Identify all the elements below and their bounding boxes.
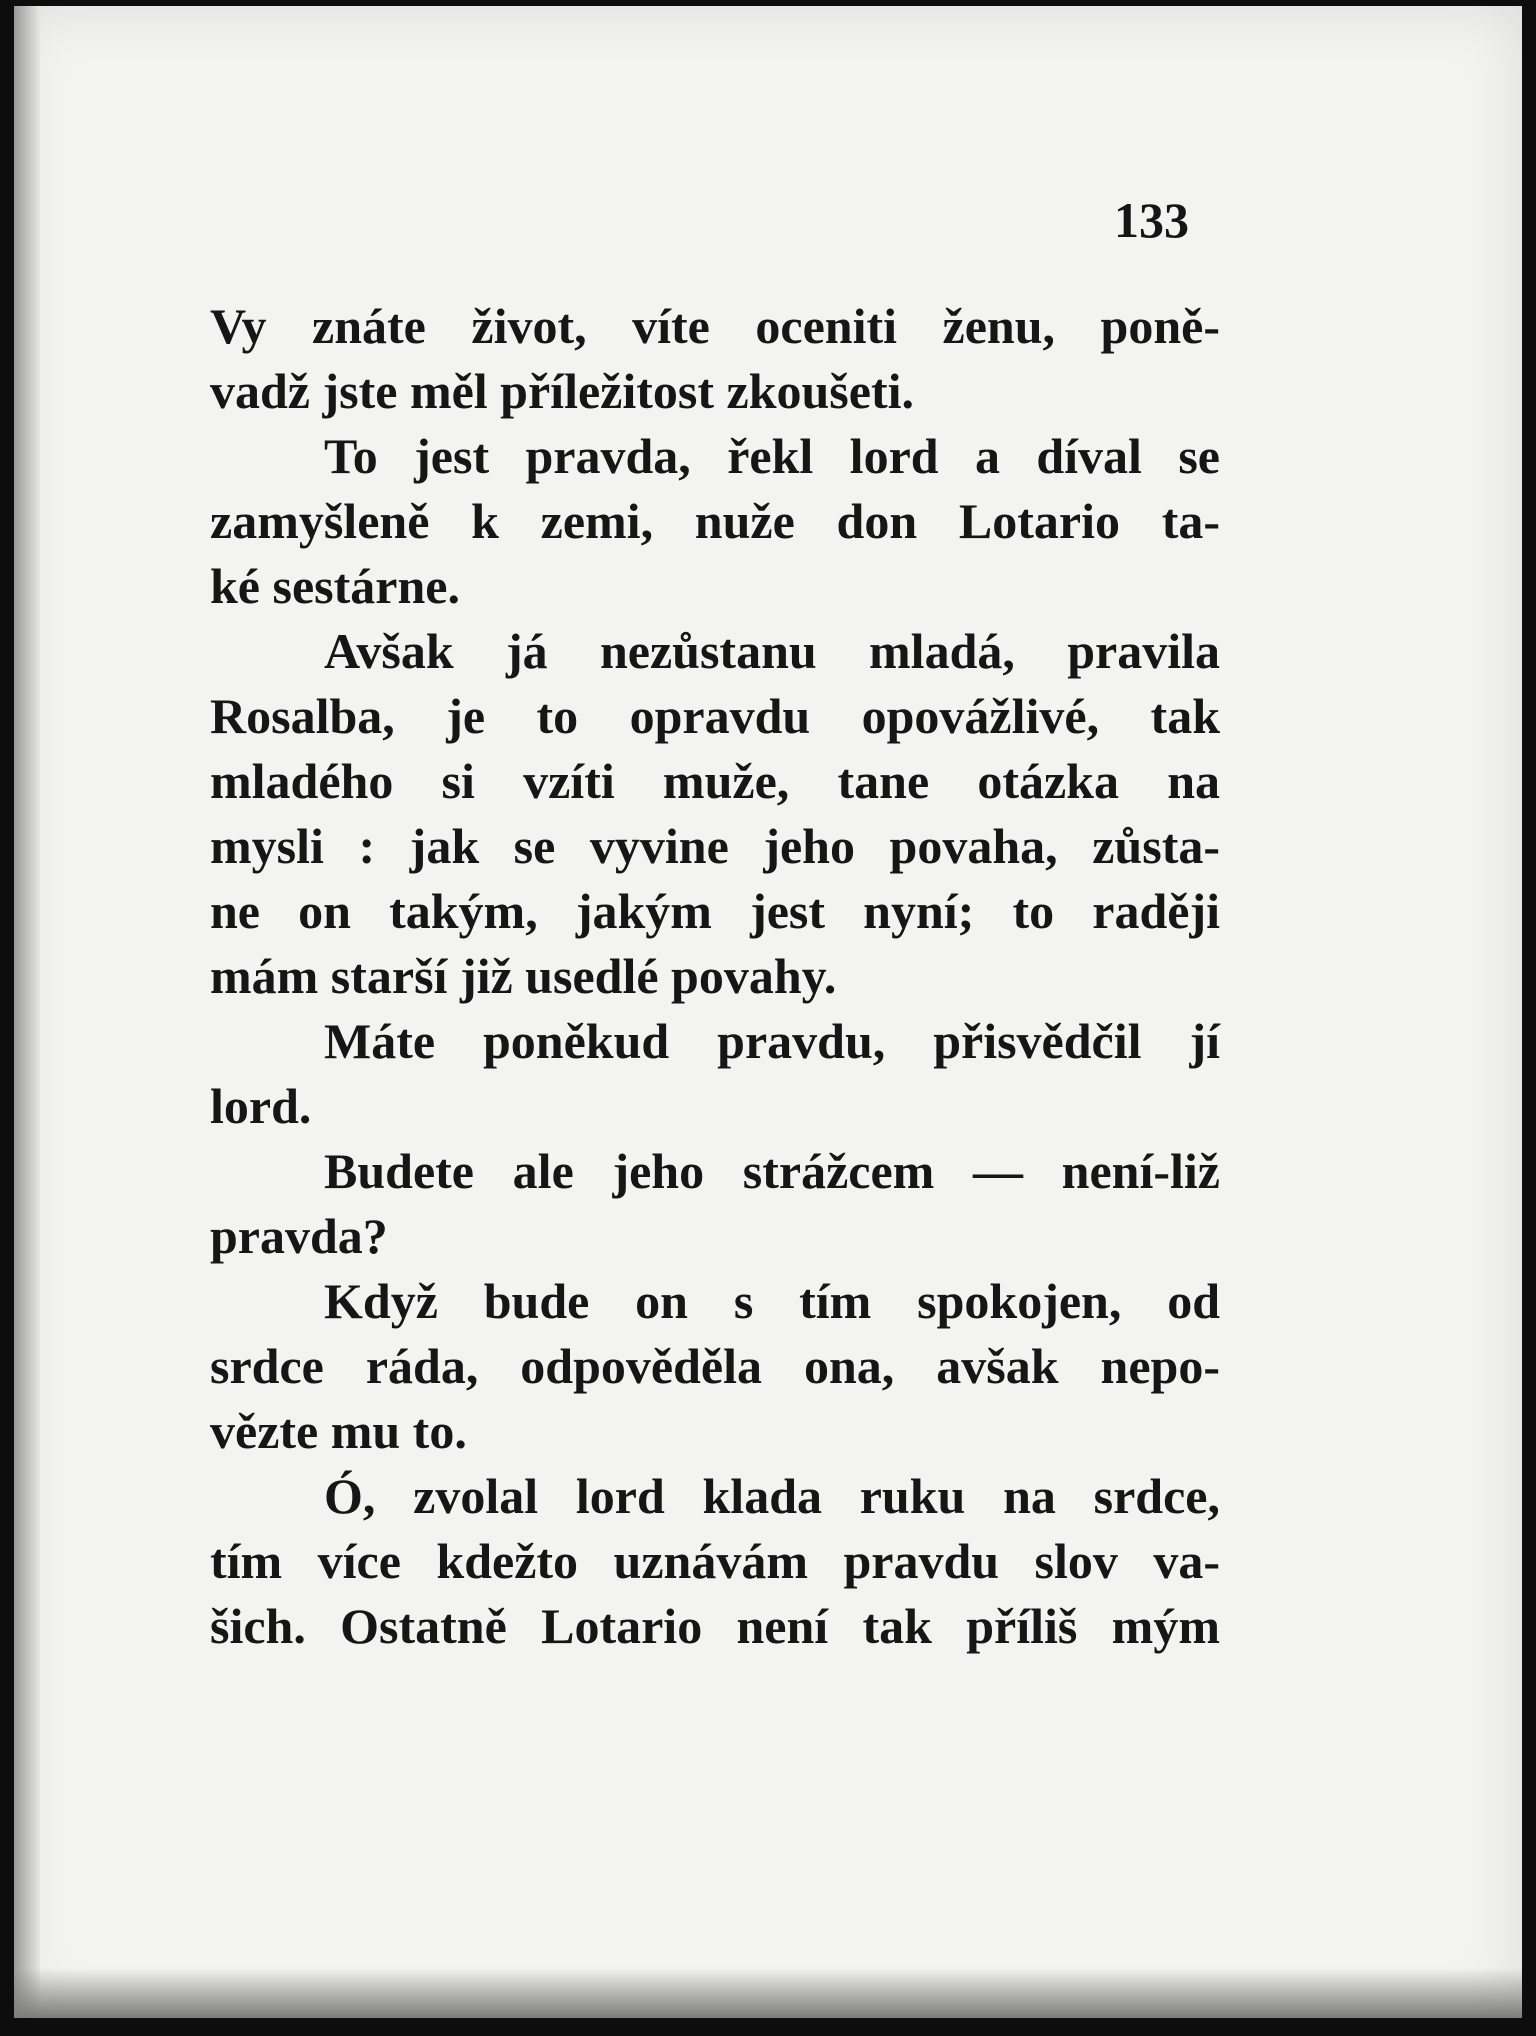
text-line: šich. Ostatně Lotario není tak příliš mým: [210, 1598, 1220, 1654]
text-line: Budete ale jeho strážcem — není-liž: [324, 1143, 1220, 1199]
text-line: mám starší již usedlé povahy.: [210, 948, 837, 1004]
text-line: Máte poněkud pravdu, přisvědčil jí: [324, 1013, 1220, 1069]
text-line: zamyšleně k zemi, nuže don Lotario ta-: [210, 493, 1220, 549]
body-text: [210, 294, 1220, 1659]
text-line: Ó, zvolal lord klada ruku na srdce,: [324, 1468, 1220, 1524]
text-line: Rosalba, je to opravdu opovážlivé, tak: [210, 688, 1220, 744]
text-line: vězte mu to.: [210, 1403, 467, 1459]
text-line: Když bude on s tím spokojen, od: [324, 1273, 1220, 1329]
page-gutter-shadow: [14, 6, 40, 2018]
text-line: mladého si vzíti muže, tane otázka na: [210, 753, 1220, 809]
text-line: lord.: [210, 1078, 312, 1134]
text-line: srdce ráda, odpověděla ona, avšak nepo-: [210, 1338, 1220, 1394]
text-line: tím více kdežto uznávám pravdu slov va-: [210, 1533, 1220, 1589]
text-line: pravda?: [210, 1208, 388, 1264]
text-line: ne on takým, jakým jest nyní; to raději: [210, 883, 1220, 939]
page-bottom-shadow: [14, 1968, 1522, 2018]
page-number: 133: [1114, 192, 1189, 248]
text-line: vadž jste měl příležitost zkoušeti.: [210, 363, 915, 419]
text-line: Vy znáte život, víte oceniti ženu, poně-: [210, 298, 1220, 354]
book-page: [14, 6, 1522, 2018]
text-line: To jest pravda, řekl lord a díval se: [324, 428, 1220, 484]
text-line: ké sestárne.: [210, 558, 460, 614]
text-line: Avšak já nezůstanu mladá, pravila: [324, 623, 1220, 679]
text-line: mysli : jak se vyvine jeho povaha, zůsta-: [210, 818, 1220, 874]
